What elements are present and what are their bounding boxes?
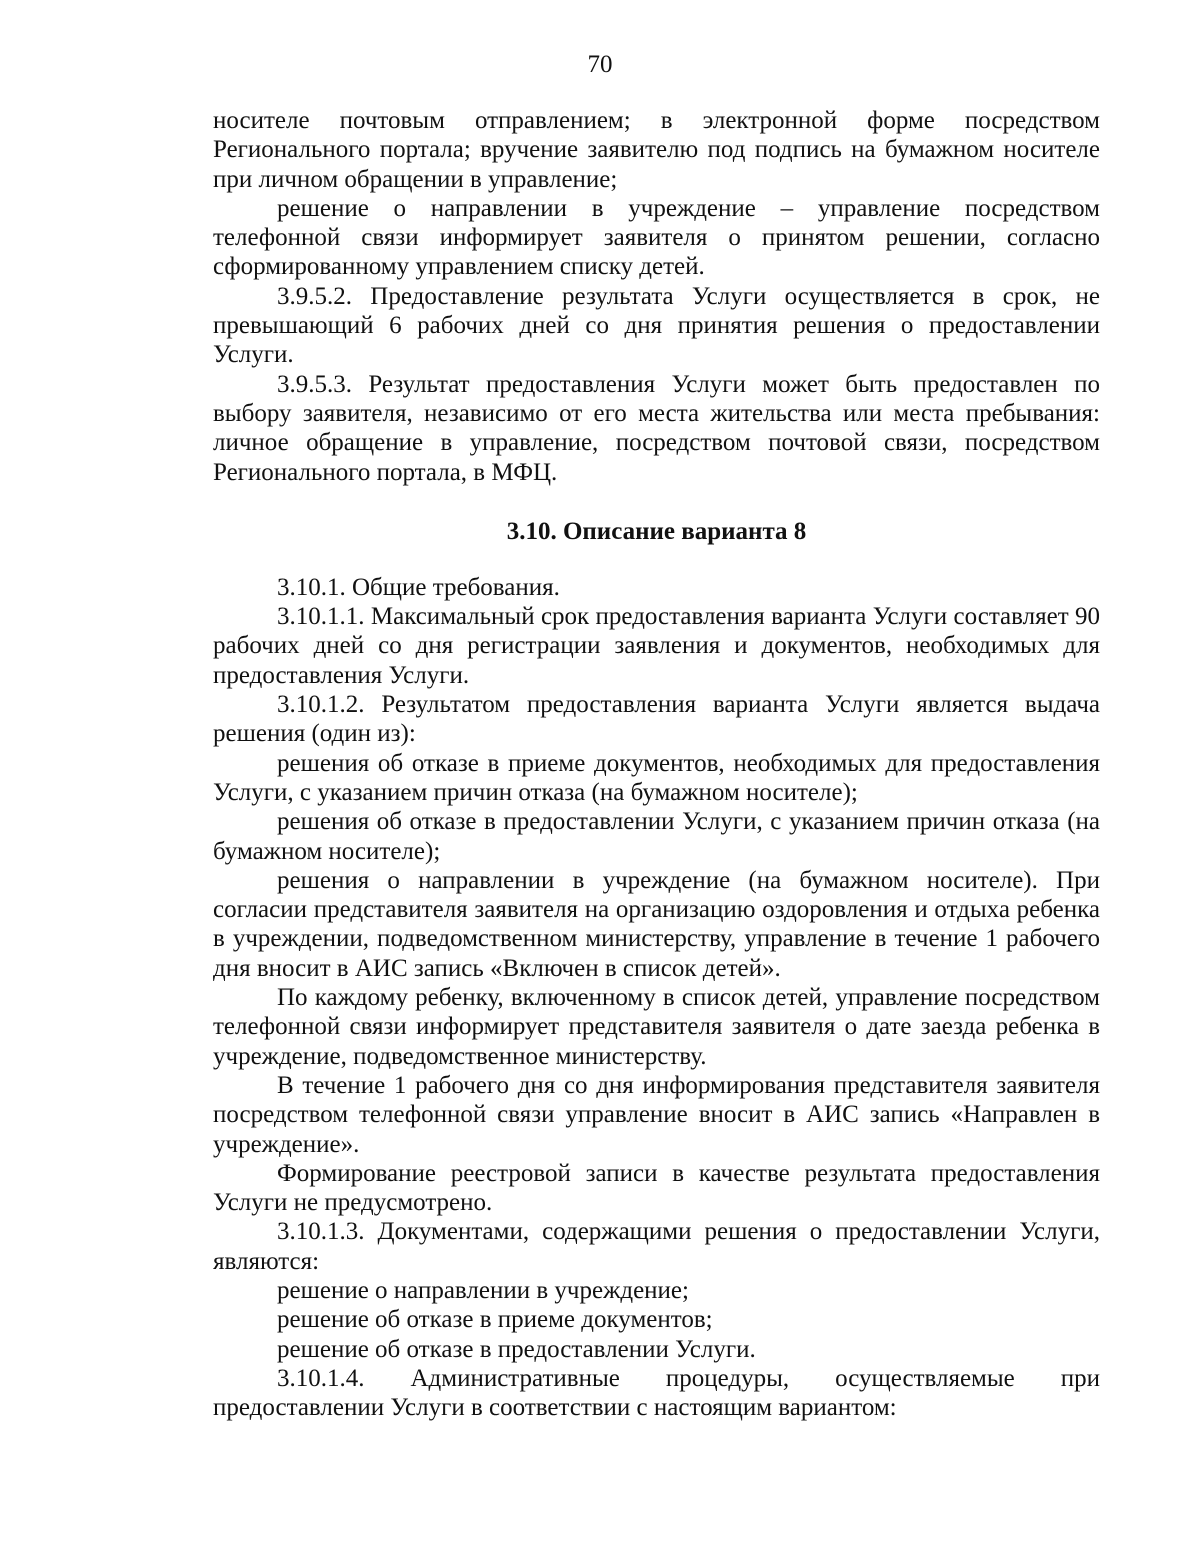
paragraph: решения об отказе в предоставлении Услуги, с указанием причин отказа (на бумажном носителе); [213,808,1100,865]
section-heading: 3.10. Описание варианта 8 [506,517,807,545]
paragraph: 3.9.5.2. Предоставление результата Услуги осуществляется в срок, не превышающий 6 рабочих дней со дня принятия решения о предоставлении Услуги. [213,282,1100,369]
paragraph: решение об отказе в предоставлении Услуги. [277,1335,756,1363]
paragraph: решения об отказе в приеме документов, необходимых для предоставления Услуги, с указанием причин отказа (на бумажном носителе); [213,749,1100,806]
paragraph: решение об отказе в приеме документов; [277,1306,713,1334]
document-body [213,106,1100,1422]
paragraph: В течение 1 рабочего дня со дня информирования представителя заявителя посредством телефонной связи управление вносит в АИС запись «Направлен в учреждение». [213,1071,1100,1158]
paragraph: решения о направлении в учреждение (на бумажном носителе). При согласии представителя заявителя на организацию оздоровления и отдыха ребенка в учреждении, подведомственном министерству, управление в течение 1 рабочего дня вносит в АИС запись «Включен в список детей». [213,866,1100,982]
paragraph: 3.10.1.2. Результатом предоставления варианта Услуги является выдача решения (один из): [213,691,1100,748]
paragraph: 3.10.1. Общие требования. [277,573,560,601]
paragraph: носителе почтовым отправлением; в электронной форме посредством Регионального портала; вручение заявителю под подпись на бумажном носителе при личном обращении в управление; [213,107,1100,193]
page-number: 70 [587,51,613,78]
paragraph: 3.10.1.4. Административные процедуры, осуществляемые при предоставлении Услуги в соответствии с настоящим вариантом: [213,1364,1100,1422]
paragraph: решение о направлении в учреждение; [277,1276,689,1304]
paragraph: По каждому ребенку, включенному в список детей, управление посредством телефонной связи информирует представителя заявителя о дате заезда ребенка в учреждение, подведомственное министерству. [213,984,1100,1070]
paragraph: Формирование реестровой записи в качестве результата предоставления Услуги не предусмотрено. [213,1159,1100,1217]
paragraph: 3.10.1.3. Документами, содержащими решения о предоставлении Услуги, являются: [213,1218,1100,1275]
paragraph: 3.9.5.3. Результат предоставления Услуги может быть предоставлен по выбору заявителя, независимо от его места жительства или места пребывания: личное обращение в управление, посредством почтовой связи, посредством Регионального портала, в МФЦ. [213,370,1100,486]
paragraph: 3.10.1.1. Максимальный срок предоставления варианта Услуги составляет 90 рабочих дней со дня регистрации заявления и документов, необходимых для предоставления Услуги. [213,603,1100,689]
paragraph: решение о направлении в учреждение – управление посредством телефонной связи информирует заявителя о принятом решении, согласно сформированному управлением списку детей. [213,194,1100,281]
